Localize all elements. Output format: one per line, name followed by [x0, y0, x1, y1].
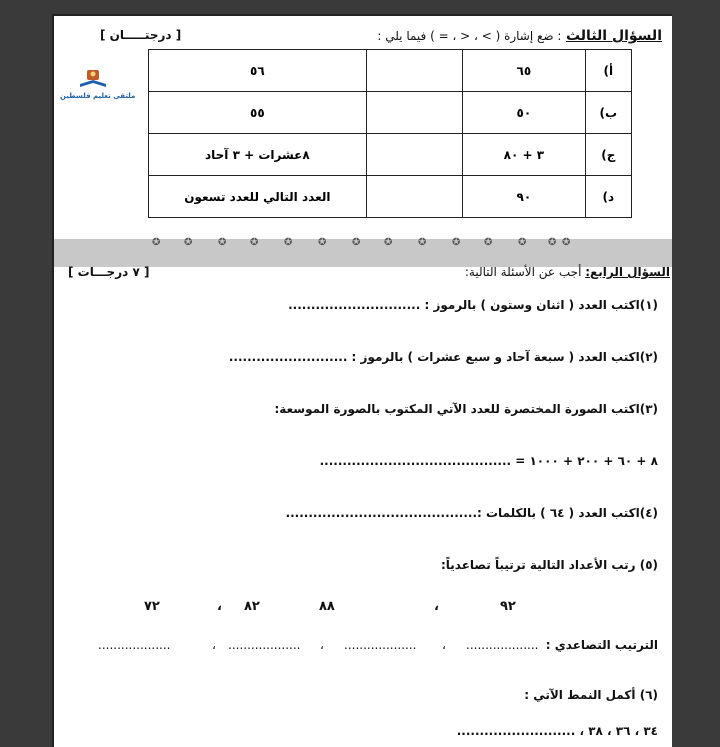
row-right-value: ٣ + ٨٠: [463, 134, 586, 176]
q5-comma: ،: [442, 638, 446, 652]
q5-blank-2[interactable]: ...................: [344, 638, 417, 652]
sign-blank[interactable]: [366, 50, 462, 92]
book-logo-icon: [78, 68, 108, 90]
q5-blank-3[interactable]: ...................: [228, 638, 301, 652]
row-left-value: ٥٥: [149, 92, 367, 134]
table-row: [149, 176, 632, 218]
q5-blank-1[interactable]: ...................: [466, 638, 539, 652]
q3-instruction: : ضع إشارة ( > ، < ، = ) فيما يلي :: [377, 29, 562, 43]
table-row: [149, 134, 632, 176]
q4-item-1[interactable]: (١)اكتب العدد ( اثنان وستون ) بالرموز : .............................: [288, 298, 658, 312]
q3-title: [377, 28, 662, 44]
q4-item-2[interactable]: (٢)اكتب العدد ( سبعة آحاد و سبع عشرات ) بالرموز : ..........................: [228, 350, 658, 364]
q5-comma: ،: [320, 638, 324, 652]
row-letter: د): [585, 176, 631, 218]
star-icon: ✪: [318, 237, 327, 248]
row-left-value: ٨عشرات + ٣ آحاد: [149, 134, 367, 176]
star-icon: ✪: [484, 237, 493, 248]
star-icon: ✪: [152, 237, 161, 248]
star-icon: ✪: [218, 237, 227, 248]
q5-separator: ،: [434, 599, 439, 614]
q5-number: ٧٢: [144, 599, 160, 614]
q4-grade: [ ٧ درجـــات ]: [68, 265, 150, 279]
q5-blank-4[interactable]: ...................: [98, 638, 171, 652]
star-icon: ✪: [184, 237, 193, 248]
row-left-value: ٥٦: [149, 50, 367, 92]
q3-title-label: السؤال الثالث: [565, 28, 662, 44]
logo-text: ملتقى تعليم فلسطين: [60, 92, 136, 100]
row-letter: ب): [585, 92, 631, 134]
row-letter: ج): [585, 134, 631, 176]
row-left-value: العدد التالي للعدد تسعون: [149, 176, 367, 218]
sign-blank[interactable]: [366, 176, 462, 218]
star-icon: ✪: [284, 237, 293, 248]
row-right-value: ٥٠: [463, 92, 586, 134]
q4-item-6: (٦) أكمل النمط الآتي :: [524, 688, 658, 702]
worksheet-page: [52, 14, 672, 747]
row-right-value: ٩٠: [463, 176, 586, 218]
sign-blank[interactable]: [366, 134, 462, 176]
q5-separator: ،: [217, 599, 222, 614]
q4-item-3: (٣)اكتب الصورة المختصرة للعدد الآتي المكتوب بالصورة الموسعة:: [274, 402, 658, 416]
star-icon: ✪: [562, 237, 571, 248]
q4-title-label: السؤال الرابع:: [585, 265, 670, 279]
table-row: [149, 92, 632, 134]
q4-item-4[interactable]: (٤)اكتب العدد ( ٦٤ ) بالكلمات :..........................................: [285, 506, 658, 520]
comparison-table: [148, 49, 632, 218]
row-letter: أ): [585, 50, 631, 92]
q5-comma: ،: [212, 638, 216, 652]
q4-title-rest: أجب عن الأسئلة التالية:: [464, 265, 582, 279]
q4-item-5: (٥) رتب الأعداد التالية ترتيباً تصاعدياً:: [440, 558, 658, 572]
star-icon: ✪: [418, 237, 427, 248]
star-icon: ✪: [548, 237, 557, 248]
star-icon: ✪: [518, 237, 527, 248]
row-right-value: ٦٥: [463, 50, 586, 92]
q5-order-label: الترتيب التصاعدي :: [545, 638, 658, 652]
q4-title: [465, 265, 670, 279]
sign-blank[interactable]: [366, 92, 462, 134]
logo: [60, 64, 136, 112]
star-icon: ✪: [452, 237, 461, 248]
star-divider: [134, 237, 584, 251]
star-icon: ✪: [384, 237, 393, 248]
q5-number: ٨٢: [244, 599, 260, 614]
q5-number: ٩٢: [500, 599, 516, 614]
q6-sequence[interactable]: ٣٤ ، ٣٦ ، ٣٨ ، ..........................: [456, 724, 658, 738]
q3-grade: [ درجتـــــان ]: [100, 28, 182, 42]
star-icon: ✪: [250, 237, 259, 248]
q4-item-3-expression[interactable]: ٨ + ٦٠ + ٢٠٠ + ١٠٠٠ = ..........................................: [319, 454, 658, 468]
q5-number: ٨٨: [319, 599, 335, 614]
star-icon: ✪: [352, 237, 361, 248]
table-row: [149, 50, 632, 92]
